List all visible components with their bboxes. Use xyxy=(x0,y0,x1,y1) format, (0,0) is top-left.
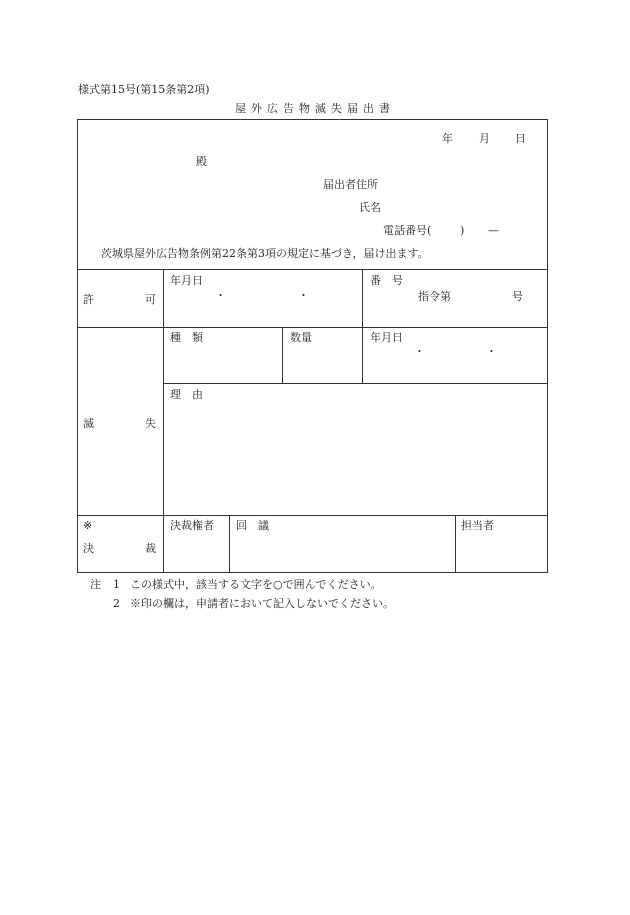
legal-basis-statement: 茨城県屋外広告物条例第22条第3項の規定に基づき，届け出ます。 xyxy=(101,247,429,260)
loss-reason-label: 理 由 xyxy=(170,388,203,401)
decision-person-in-charge-label: 担当者 xyxy=(461,519,494,532)
phone-number-label: 電話番号( xyxy=(383,224,432,237)
date-day-label: 日 xyxy=(515,132,526,145)
permit-date-separator-2: ・ xyxy=(298,289,309,302)
decision-circulation-label: 回 議 xyxy=(236,519,269,532)
divider-label-column xyxy=(163,269,164,573)
loss-type-label: 種 類 xyxy=(170,331,203,344)
permit-date-label: 年月日 xyxy=(170,274,203,287)
loss-date-label: 年月日 xyxy=(370,331,403,344)
addressee-suffix: 殿 xyxy=(196,155,207,168)
divider-top-section xyxy=(77,269,548,270)
phone-close-paren: ) xyxy=(460,224,465,237)
divider-permit-loss xyxy=(77,327,548,328)
note-2-text: ※印の欄は，申請者において記入しないでください。 xyxy=(130,597,394,610)
divider-loss-type-reason xyxy=(163,383,548,384)
form-number-label: 様式第15号(第15条第2項) xyxy=(78,83,210,96)
permit-row-label-1: 許 xyxy=(83,293,94,306)
permit-number-label: 番 号 xyxy=(370,274,403,287)
decision-mark: ※ xyxy=(83,519,93,532)
note-2-number: 2 xyxy=(113,597,120,610)
loss-row-label-2: 失 xyxy=(145,417,156,430)
note-1-text: この様式中，該当する文字を○で囲んでください。 xyxy=(130,578,382,591)
permit-number-suffix: 号 xyxy=(512,290,523,303)
form-title: 屋外広告物滅失届出書 xyxy=(235,102,395,115)
notes-prefix: 注 xyxy=(90,578,101,591)
applicant-address-label: 届出者住所 xyxy=(323,178,378,191)
applicant-name-label: 氏名 xyxy=(359,201,381,214)
divider-decision-authority xyxy=(229,515,230,573)
permit-row-label-2: 可 xyxy=(145,293,156,306)
divider-decision-staff xyxy=(455,515,456,573)
divider-permit-number xyxy=(362,269,363,383)
note-1-number: 1 xyxy=(113,578,120,591)
date-year-label: 年 xyxy=(442,132,453,145)
phone-dash: — xyxy=(488,224,499,237)
loss-date-separator-2: ・ xyxy=(486,345,497,358)
divider-loss-quantity xyxy=(282,327,283,383)
divider-loss-decision xyxy=(77,515,548,516)
decision-authority-label: 決裁権者 xyxy=(170,519,214,532)
date-month-label: 月 xyxy=(479,132,490,145)
permit-date-separator-1: ・ xyxy=(215,289,226,302)
loss-row-label-1: 滅 xyxy=(83,417,94,430)
permit-number-prefix: 指令第 xyxy=(418,290,451,303)
loss-date-separator-1: ・ xyxy=(414,345,425,358)
form-table xyxy=(77,119,548,573)
decision-row-label-2: 裁 xyxy=(145,542,156,555)
decision-row-label-1: 決 xyxy=(83,542,94,555)
loss-quantity-label: 数量 xyxy=(290,331,312,344)
